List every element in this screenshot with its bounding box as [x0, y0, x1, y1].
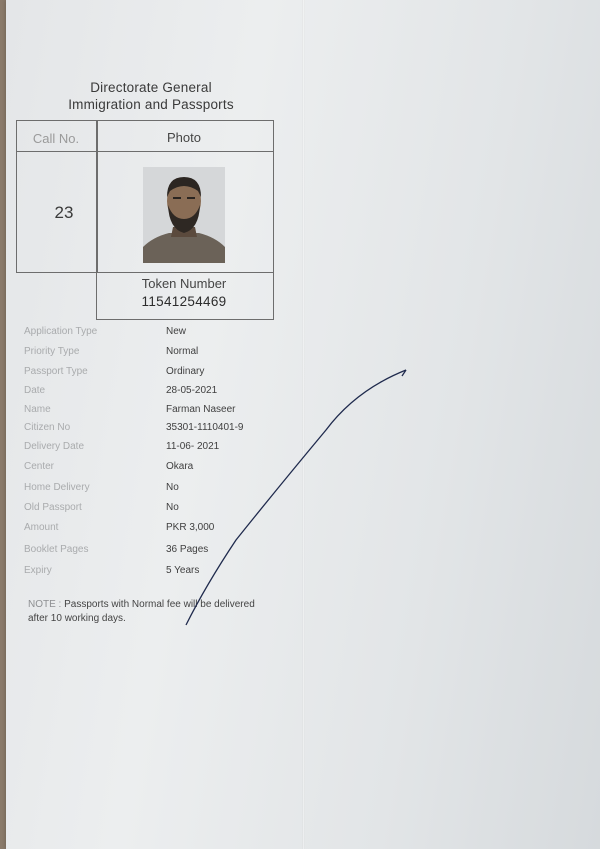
- field-value: Farman Naseer: [166, 404, 236, 415]
- field-value: 36 Pages: [166, 544, 209, 555]
- note-prefix: NOTE :: [28, 599, 62, 610]
- field-label: Old Passport: [24, 502, 82, 513]
- field-value: 35301-1110401-9: [166, 422, 244, 433]
- field-value: No: [166, 502, 179, 513]
- field-label: Center: [24, 461, 55, 472]
- field-value: PKR 3,000: [166, 522, 215, 533]
- field-value: Ordinary: [166, 366, 205, 377]
- token-value: 11541254469: [141, 294, 227, 309]
- field-value: Okara: [166, 461, 194, 472]
- token-label: Token Number: [141, 276, 227, 291]
- field-value: Normal: [166, 346, 199, 357]
- call-no-label: Call No.: [32, 131, 80, 146]
- field-value: No: [166, 482, 179, 493]
- field-value: 11-06- 2021: [166, 441, 220, 452]
- field-label: Amount: [24, 522, 59, 533]
- field-value: 5 Years: [166, 565, 200, 576]
- photo-label: Photo: [167, 130, 201, 145]
- field-value: New: [166, 326, 187, 337]
- field-label: Priority Type: [24, 346, 80, 357]
- field-label: Expiry: [24, 565, 52, 576]
- receipt-paper: [6, 0, 600, 849]
- header-title-line1: Directorate General: [90, 80, 212, 95]
- call-no-value: 23: [54, 203, 74, 222]
- field-value: 28-05-2021: [166, 385, 218, 396]
- header-title-line2: Immigration and Passports: [68, 97, 234, 112]
- field-label: Passport Type: [24, 366, 88, 377]
- field-label: Delivery Date: [24, 441, 85, 452]
- field-label: Booklet Pages: [24, 544, 89, 555]
- field-label: Home Delivery: [24, 482, 90, 493]
- field-label: Citizen No: [24, 422, 71, 433]
- note-body: Passports with Normal fee will be delivered after 10 working days.: [28, 599, 255, 624]
- field-label: Name: [24, 404, 51, 415]
- pen-stroke: [6, 0, 600, 849]
- field-label: Application Type: [24, 326, 98, 337]
- field-label: Date: [24, 385, 46, 396]
